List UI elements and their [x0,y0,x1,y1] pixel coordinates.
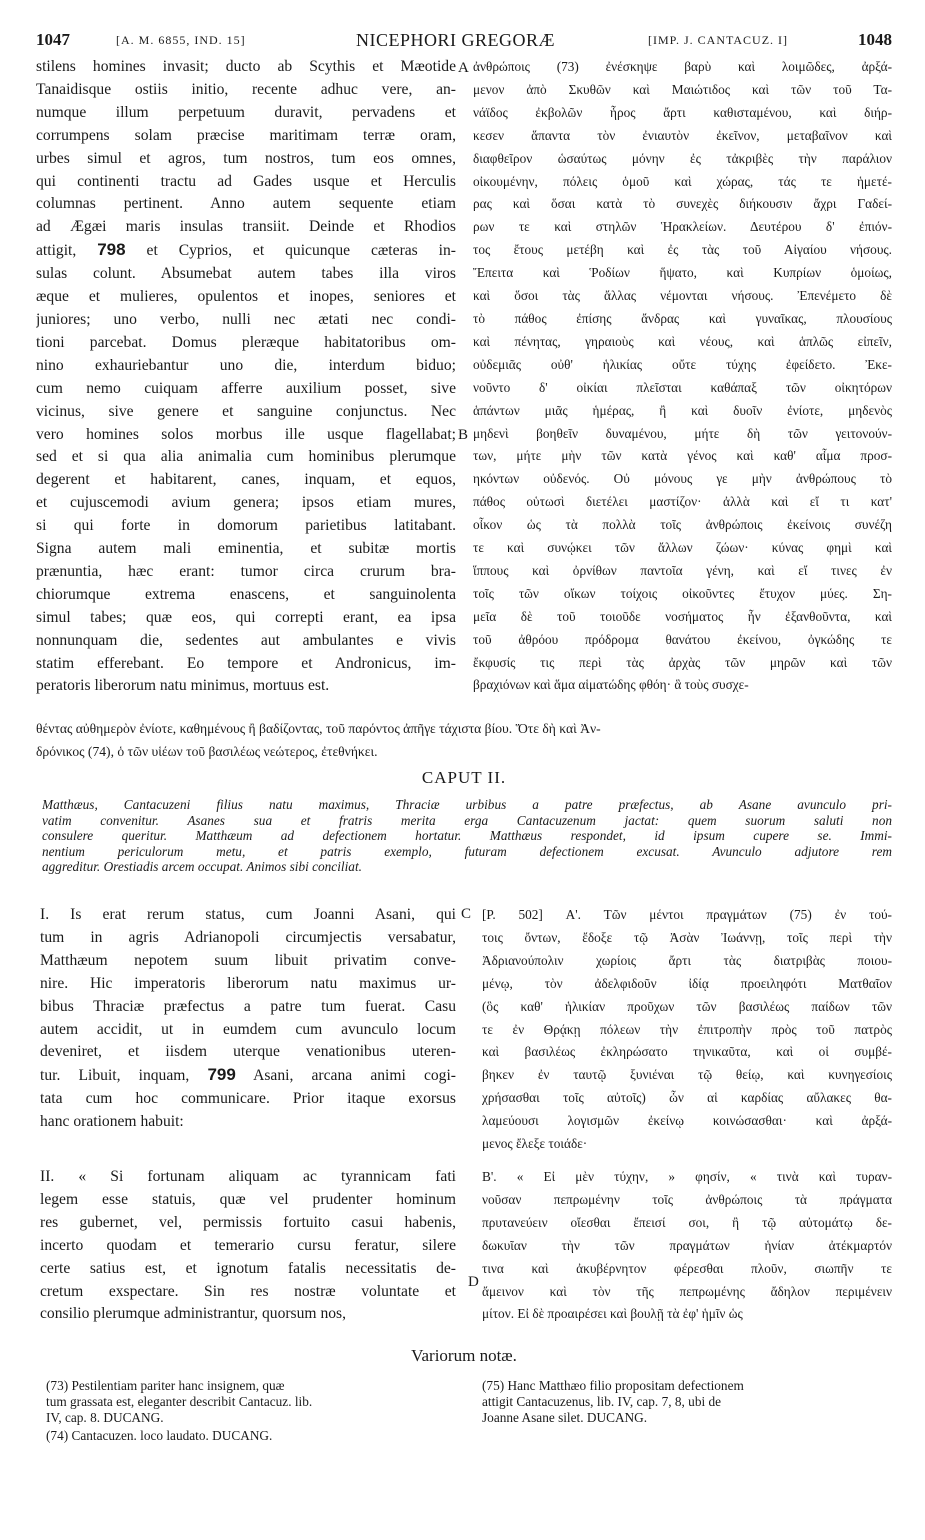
footnote-line: tum grassata est, eleganter describit Cantacuz. lib. [46,1394,313,1409]
running-title: NICEPHORI GREGORÆ [356,30,556,50]
greek-text-line: οὐδεμιᾶς οὐθ' ἡλικίας οὔτε τύχης ἐφείδετο. Ἐκε- [473,356,892,372]
greek-text-line: μηδενὶ βοηθεῖν δυναμένου, μήτε δὴ τῶν γειτονούν- [473,425,892,441]
footnote-line: attigit Cantacuzenus, lib. IV, cap. 7, 8, ubi de [482,1394,722,1409]
greek-text-line: των, μήτε μὴν τῶν κατὰ γένος καὶ καθ' αἷμα προσ- [473,448,892,464]
greek-text-line: Ἔπειτα καὶ Ῥοδίων ἥψατο, καὶ Κυπρίων ὁμοίως, [473,265,892,281]
latin-text-line: juniores; uno verbo, nulli nec ætati nec condi- [36,310,456,328]
latin-text-line: autem accidit, ut in eumdem cum avunculo locum [40,1020,456,1038]
latin-text-line: prænuntia, hæc erant: tumor circa crurum bra- [36,562,456,580]
latin-text-line: tum in agris Adrianopoli circumjectis versabatur, [40,928,456,946]
section-one-columns [36,904,892,1184]
latin-text-line: corrumpens solam præcise maritimam terræ oram, [36,126,456,144]
footnote-line: (75) Hanc Matthæo filio propositam defectionem [482,1378,744,1393]
latin-text-line: æque et mulieres, opulentos et inopes, seniores et [36,288,456,306]
latin-text-line: peratoris liberorum natu minimus, mortuus est. [36,677,330,695]
greek-text-line: (ὃς καθ' ἡλικίαν προῦχων τῶν βασιλέως παίδων τῶν [482,998,892,1014]
greek-text-line: κεσεν ἅπαντα τὸν ἐνιαυτὸν ἐκεῖνον, μεταβαῖνον καὶ [473,127,892,143]
latin-text-line: deveniret, et iisdem uterque venationibus uteren- [40,1043,456,1061]
greek-text-line: τοῦ ἀθρόου πρόδρομα θανάτου ἐκείνου, ὀγκώδης τε [473,631,892,647]
greek-text-line: θέντας αὐθημερὸν ἐνίοτε, καθημένους ἢ βαδίζοντας, τοῦ παρόντος ἀπῆγε τάχιστα βίου. Ὅτε δὴ καὶ Ἀν- [36,721,601,736]
latin-text-line: sulas colunt. Absumebat autem tabes illa viros [36,265,456,283]
footnote-line: Joanne Asane silet. DUCANG. [482,1410,648,1425]
greek-text-line: ρων τε καὶ στηλῶν Ἡρακλείων. Δευτέρου δ' ἐπιόν- [473,219,892,235]
greek-section-one [482,904,892,1156]
date-index: [A. M. 6855, IND. 15] [116,33,246,47]
latin-text-line: simul tabes; quæ eos, qui correpti erant, ea ipsa [36,608,456,626]
chapter-summary [42,797,892,875]
greek-text-line: ἔκφυσίς τις περὶ τὰς ἀρχὰς τῶν μηρῶν καὶ τῶν [473,654,892,670]
latin-text-line: hanc orationem habuit: [40,1113,184,1131]
greek-text-line: ἄμεινον καὶ τὸν τῆς πεπρωμένης ἄδηλον περιμένειν [482,1283,892,1299]
greek-text-line: ἀνθρώποις (73) ἐνέσκηψε βαρὺ καὶ λοιμῶδες, ἀρξά- [473,59,892,74]
latin-text-line: Matthæum nepotem suum libuit privatim conve- [40,951,456,969]
greek-text-line: μίτον. Εἰ δὲ προαιρέσει καὶ βουλῇ τὰ ἐφ' ἡμῖν ὡς [482,1306,743,1322]
greek-text-line: χρήσασθαι τοῖς αὐτοῖς) ὧν αἱ καρδίας αὔλακες θα- [482,1090,892,1106]
greek-text-line: μεῖα δὲ τοῦ τοιοῦδε νοσήματος ἦν ἐξανθοῦντα, καὶ [473,608,892,624]
margin-letter-d: D [468,1274,479,1290]
summary-line: nentium periculorum metu, et patris exemplo, futuram defectionem excusat. Avunculo adjutore rem [42,843,892,859]
greek-text-line: Β'. « Εἰ μὲν τύχην, » φησίν, « τινὰ καὶ τυραν- [482,1169,892,1184]
latin-text-line: res gubernet, vel, permissis fortuito casui habenis, [40,1213,456,1231]
greek-text-line: τὸ πάθος ἐπίσης ἄνδρας καὶ γυναῖκας, πλουσίους [473,310,892,326]
latin-text-line: nire. Hic imperatoris liberorum natu maximus ur- [40,974,456,992]
greek-text-line: τοις ὄντων, ἔδοξε τῷ Ἀσὰν Ἰωάννῃ, τοῖς περὶ τὴν [482,929,892,945]
latin-text-line: Signa autem mali eminentia, et subitæ mortis [36,540,456,558]
greek-text-line: Ἀδριανούπολιν χωρίοις ἄρτι τὰς διατριβὰς ποιου- [482,952,892,968]
greek-text-line: τοῖς τῶν οἴκων τοίχοις οἰκοῦντες ἔτυχον μύες. Ση- [473,585,892,601]
greek-text-line: δρόνικος (74), ὁ τῶν υἱέων τοῦ βασιλέως νεώτερος, ἐτεθνήκει. [36,743,378,759]
latin-text-line: et cujuscemodi avium genera; ipsos etiam mures, [36,494,456,512]
greek-text-line: μενος ἔλεξε τοιάδε· [482,1136,588,1152]
latin-text-line: sed et si qua alia animalia cum hominibus plerumque [36,448,456,466]
greek-text-line: ἁπάντων μιᾶς ἡμέρας, ἢ καὶ δυοῖν ἐνίοτε, μηδενὸς [473,402,892,418]
latin-text-line: consilio plerumque administrantur, quorsum nos, [40,1305,347,1323]
column-page-marker: 799 [207,1065,236,1085]
column-page-marker: 798 [97,240,126,260]
latin-text-line: cum nemo cuiquam afferre auxilium posset, sive [36,379,456,397]
imperator-note: [IMP. J. CANTACUZ. I] [648,33,789,47]
greek-text-line: βηκεν ἐν ταυτῷ ξυνιέναι τῷ θείῳ, καὶ κυνηγεσίοις [482,1067,892,1083]
greek-text-line: καὶ ὅσοι τὰς ἄλλας νέμονται νήσους. Ἐπενέμετο δὲ [473,288,892,304]
greek-text-line: τινα καὶ ἀκυβέρνητον φέρεσθαι πλοῦν, σιωπῆν τε [482,1260,892,1276]
greek-text-line: τε καὶ συνῴκει τῶν ἄλλων ζώων· κύνας φημὶ καὶ [473,540,892,556]
latin-text-line: si qui forte in domorum parietibus latitabant. [36,517,456,535]
footnote-73 [46,1378,446,1426]
greek-text-line: νάϊδος ἐκβολῶν ἦρος ἄρτι καθισταμένου, καὶ διήρ- [473,104,892,120]
full-width-text [36,718,892,763]
latin-text-line: columnas pertinent. Anno autem sequente etiam [36,195,456,213]
top-columns [36,56,892,698]
latin-text-line: urbes simul et agros, tum nostros, tum eos omnes, [36,149,456,167]
chapter-heading: CAPUT II. [421,768,507,787]
latin-text-line: tioni parcebat. Domus pleræque habitatoribus om- [36,333,456,351]
greek-text-line: πάθος οὑτωσὶ διετέλει μαστίζον· ἀλλὰ καὶ εἴ τι κατ' [473,494,892,510]
latin-text-line: I. Is erat rerum status, cum Joanni Asani, qui [40,906,456,923]
greek-text-line: βραχιόνων καὶ ἅμα αἱματώδης φθόη· ἃ τοὺς συσχε- [473,677,749,693]
latin-text-line: vicinus, sive genere et sanguine conjunctus. Nec [36,402,456,420]
latin-text-line: nonnunquam die, sedentes aut ambulantes e vivis [36,631,456,649]
greek-text-line: νοῦντο δ' οἰκίαι πλεῖσται καθάπαξ τῶν οἰκητόρων [473,379,892,395]
summary-line: vatim convenitur. Asanes sua et fratris merita erga Cantacuzenum jactat: quem suorum saluti non [42,812,892,828]
latin-text-line: Tanaidisque ostiis initio, recente adhuc vere, an- [36,80,456,98]
greek-text-line: λαμεύουσι λογισμῶν ἐκείνῳ κοινώσασθαι· καὶ ἀρξά- [482,1113,892,1129]
page-number-right: 1048 [858,30,892,49]
latin-text-line: degerent et habitarent, canes, inquam, et equos, [36,471,456,489]
margin-letter-a: A [458,60,469,76]
latin-text-line: bibus Thraciæ præfectus a patre tum fuerat. Casu [40,997,456,1015]
greek-text-line: ηκόντων οὐδενός. Οὐ μόνους γε μὴν ἀνθρώπους τὸ [473,471,892,487]
latin-text-line: numque illum perpetuum duravit, pervadens et [36,103,456,121]
greek-text-line: καὶ βασιλέως ἐκληρώσατο τηνικαῦτα, καὶ οἱ συμβέ- [482,1044,892,1060]
latin-text-line: vero homines solos morbus ille usque flagellabat; [36,425,456,443]
greek-text-line: οἰκουμένην, πόλεις ὁμοῦ καὶ χώρας, τάς τε ἡμετέ- [473,173,892,189]
margin-letter-c: C [461,906,472,922]
latin-text-line: incerto quodam et temerario cursu feratur, silere [40,1236,456,1254]
greek-text-line: οἶκον ὡς τὰ πολλὰ τοῖς ἀνθρώποις ἐκείνοις συνέζη [473,517,892,533]
greek-text-line: τε ἐν Θρᾴκῃ πόλεων τὴν ἐπιτροπὴν πρὸς τοῦ πατρὸς [482,1021,892,1037]
page-number-left: 1047 [36,30,70,49]
latin-text-line: legem esse statuis, quæ vel prudenter hominum [40,1190,456,1208]
greek-section-two [482,1166,892,1326]
running-header [36,30,892,56]
latin-text-line: nino exhauriebantur uno die, interdum biduo; [36,356,456,374]
greek-text-line: ρας καὶ ὅσαι κατὰ τὸ συνεχὲς διήκουσιν ἄχρι Γαδεί- [473,196,892,212]
greek-text-line: μένῳ, τὸν ἀδελφιδοῦν ἰδίᾳ προειληφότι Ματθαῖον [482,975,892,991]
margin-letter-b: B [458,427,469,443]
latin-text-line: tata cum hoc communicare. Prior itaque exorsus [40,1090,456,1108]
latin-text-line: ad Ægæi maris insulas transiit. Deinde et Rhodios [36,218,456,236]
latin-text-line: stilens homines invasit; ducto ab Scythis et Mæotide [36,58,456,75]
summary-line: aggreditur. Orestiadis arcem occupat. Animos sibi conciliat. [42,859,362,874]
greek-text-line: διαφθεῖρον ὡσαύτως μόνην ἐς τἀκριβὲς τὴν παράλιον [473,150,892,166]
footnote-75 [482,1378,892,1426]
greek-text-line: νοῦσαν πεπρωμένην τοῖς ἀνθρώποις τὰ πράγματα [482,1191,892,1207]
latin-text-line: II. « Si fortunam aliquam ac tyrannicam fati [40,1168,456,1185]
footnote-line: (74) Cantacuzen. loco laudato. DUCANG. [46,1428,273,1443]
footnote-74 [46,1428,446,1444]
latin-text-line: chiorumque extrema enascens, et sanguinolenta [36,585,456,603]
latin-column-top [36,56,456,698]
greek-text-line: [P. 502] Α'. Τῶν μέντοι πραγμάτων (75) ἐν τού- [482,907,892,922]
latin-text-line: tur. Libuit, inquam, 799 Asani, arcana animi cogi- [40,1065,456,1085]
latin-text-line: cretum exspectare. Sin res nostræ voluntate et [40,1282,456,1300]
section-two-columns [36,1166,892,1351]
greek-text-line: καὶ πένητας, γηραιοὺς καὶ νέους, καὶ ἁπλῶς εἰπεῖν, [473,333,892,349]
greek-column-top [473,56,892,697]
footnote-line: IV, cap. 8. DUCANG. [46,1410,164,1425]
latin-text-line: qui continenti tractu ad Gades usque et Herculis [36,172,456,190]
latin-section-two [40,1166,456,1326]
latin-section-one [40,904,456,1134]
greek-text-line: ἵππους καὶ ὀρνίθων παντοῖα γένη, καὶ εἴ τινες ἐν [473,562,892,578]
summary-line: Matthæus, Cantacuzeni filius natu maximus, Thraciæ urbibus a patre præfectus, ab Asane avunculo pri- [42,797,892,812]
footnote-line: (73) Pestilentiam pariter hanc insignem, quæ [46,1378,285,1393]
greek-text-line: πρυτανεύειν οἴεσθαι ἔπεισί σοι, ἢ τῷ αὐτομάτῳ δε- [482,1214,892,1230]
latin-text-line: statim efferebant. Eo tempore et Andronicus, im- [36,654,456,672]
page [36,30,892,1520]
greek-text-line: μενον ἀπὸ Σκυθῶν καὶ Μαιώτιδος καὶ τῶν τοῦ Τα- [473,81,892,97]
latin-text-line: certe satius est, et ignotum fatalis necessitatis de- [40,1259,456,1277]
summary-line: consulere queritur. Matthæum ad defectionem hortatur. Matthæus respondet, id ipsum cupere se. Immi- [42,828,892,843]
latin-text-line: attigit, 798 et Cyprios, et quicunque cæteras in- [36,240,456,260]
greek-text-line: δωκυῖαν τὴν τῶν πραγμάτων ἡνίαν ἀτέκμαρτόν [482,1237,892,1253]
notes-heading: Variorum notæ. [411,1346,517,1365]
greek-text-line: τος ἔτους μετέβη καὶ ἐς τὰς τοῦ Αἰγαίου νήσους. [473,242,892,258]
